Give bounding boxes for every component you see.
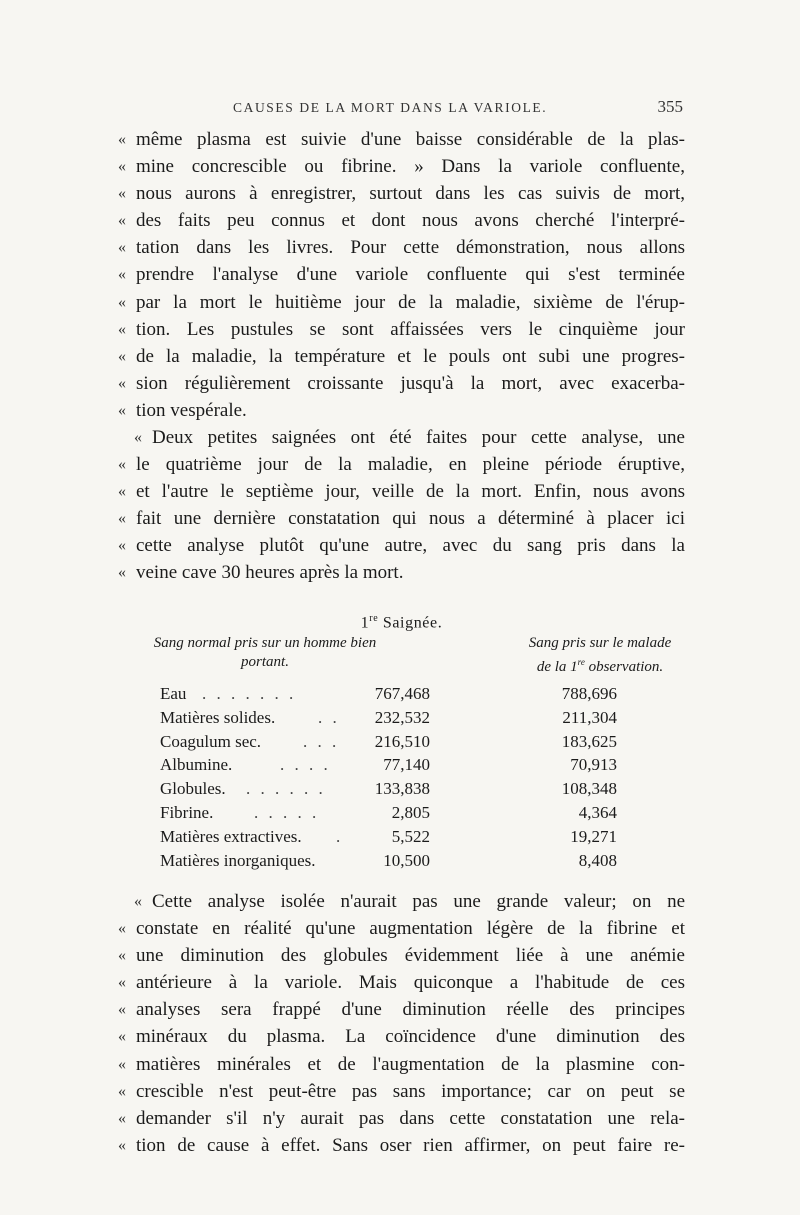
value-malade: 8,408 [578, 850, 617, 870]
quote-mark: « [118, 320, 126, 338]
value-malade: 4,364 [578, 802, 617, 822]
text-line [118, 969, 685, 996]
quote-mark: « [118, 1082, 126, 1100]
text-line [118, 316, 685, 343]
text-line [118, 234, 685, 261]
paragraph-1 [118, 126, 685, 424]
value-malade: 788,696 [561, 684, 617, 703]
quote-mark: « [118, 920, 126, 938]
quote-mark: « [134, 429, 142, 446]
text-line [118, 370, 685, 397]
line-text: fait une dernière constatation qui nous a déterminé à placer ici [136, 508, 685, 530]
running-title: CAUSES DE LA MORT DANS LA VARIOLE. [233, 100, 548, 115]
value-malade: 211,304 [562, 707, 617, 727]
leader-dots: . . . . [280, 755, 331, 775]
line-text: tation dans les livres. Pour cette démonstration, nous allons [136, 237, 685, 259]
value-normal: 10,500 [383, 850, 430, 870]
table-body [118, 682, 685, 872]
table-title-word: Saignée. [378, 614, 443, 632]
text-line [118, 261, 685, 288]
quote-mark: « [118, 974, 126, 992]
column-header-normal [146, 634, 384, 672]
text-line [118, 207, 685, 234]
line-text: mine concrescible ou fibrine. » Dans la variole confluente, [136, 156, 685, 178]
line-text: matières minérales et de l'augmentation de la plasmine con- [136, 1053, 685, 1075]
column-header-malade [510, 634, 690, 677]
quote-mark: « [118, 347, 126, 365]
text-line [118, 505, 685, 532]
quote-mark: « [118, 401, 126, 419]
text-line [118, 996, 685, 1023]
text-line [118, 126, 685, 153]
line-text: antérieure à la variole. Mais quiconque a l'habitude de ces [136, 972, 685, 994]
quote-mark: « [118, 131, 126, 148]
row-label: Fibrine. [160, 802, 214, 822]
quote-mark: « [118, 1001, 126, 1019]
table-row [118, 706, 685, 730]
line-text: une diminution des globules évidemment liée à une anémie [136, 945, 685, 967]
quote-mark: « [134, 893, 142, 910]
line-text: tion. Les pustules se sont affaissées vers le cinquième jour [136, 318, 685, 340]
table-title [118, 606, 685, 632]
quote-mark: « [118, 456, 126, 474]
value-malade: 19,271 [570, 826, 617, 846]
value-normal: 5,522 [391, 826, 430, 846]
line-text: le quatrième jour de la maladie, en pleine période éruptive, [136, 454, 685, 476]
value-normal: 216,510 [374, 731, 430, 751]
quote-mark: « [118, 564, 126, 582]
row-label: Albumine. [160, 755, 233, 775]
text-line [118, 1105, 685, 1132]
value-normal: 133,838 [374, 779, 430, 799]
header-text: de la 1 [536, 659, 578, 675]
quote-mark: « [118, 293, 126, 311]
text-line [118, 397, 685, 424]
quote-mark: « [118, 374, 126, 392]
row-label: Matières solides. [160, 707, 276, 727]
table-row [118, 682, 685, 706]
line-text: crescible n'est peut-être pas sans importance; car on peut se [136, 1080, 685, 1102]
text-line [118, 153, 685, 180]
header-line: portant. [241, 654, 289, 670]
value-malade: 70,913 [570, 755, 617, 775]
table-title-num: 1 [360, 614, 370, 632]
text-line [118, 1051, 685, 1078]
line-text: Deux petites saignées ont été faites pour cette analyse, une [152, 427, 685, 448]
leader-dots: . . . . . . . [202, 684, 297, 703]
quote-mark: « [118, 483, 126, 501]
table-row [118, 849, 685, 873]
leader-dots: . . . . . [254, 802, 320, 822]
table-row [118, 777, 685, 801]
row-label: Coagulum sec. [160, 731, 262, 751]
header-line [510, 653, 690, 677]
header-line: Sang normal pris sur un homme bien [153, 635, 377, 651]
line-text: par la mort le huitième jour de la maladie, sixième de l'érup- [136, 291, 685, 313]
quote-mark: « [118, 266, 126, 284]
quote-mark: « [118, 212, 126, 230]
line-text: demander s'il n'y aurait pas dans cette constatation une rela- [136, 1107, 685, 1129]
table-title-sup: re [369, 613, 379, 624]
text-line [118, 942, 685, 969]
quote-mark: « [118, 239, 126, 257]
leader-dots: . . [318, 707, 340, 727]
row-label: Globules. [160, 779, 226, 799]
line-text: analyses sera frappé d'une diminution réelle des principes [136, 999, 685, 1021]
line-text: minéraux du plasma. La coïncidence d'une diminution des [136, 1026, 685, 1048]
text-line [118, 1023, 685, 1050]
line-text: et l'autre le septième jour, veille de la mort. Enfin, nous avons [136, 481, 685, 503]
header-sup: re [577, 657, 585, 667]
line-text: des faits peu connus et dont nous avons cherché l'interpré- [136, 210, 685, 232]
text-line [118, 289, 685, 316]
line-text: sion régulièrement croissante jusqu'à la mort, avec exacerba- [136, 372, 685, 394]
quote-mark: « [118, 1136, 126, 1154]
table-headers [118, 632, 685, 676]
quote-mark: « [118, 158, 126, 176]
line-text: veine cave 30 heures après la mort. [136, 562, 404, 584]
table-row [118, 730, 685, 754]
text-line [118, 424, 685, 451]
text-line [118, 180, 685, 207]
row-label: Matières inorganiques. [160, 850, 316, 870]
text-line [118, 915, 685, 942]
text-line [118, 888, 685, 915]
value-normal: 2,805 [391, 802, 430, 822]
quote-mark: « [118, 1028, 126, 1046]
line-text: prendre l'analyse d'une variole confluente qui s'est terminée [136, 264, 685, 286]
line-text: tion vespérale. [136, 399, 247, 421]
paragraph-3 [118, 888, 685, 1159]
header-text: observation. [584, 659, 664, 675]
table-row [118, 753, 685, 777]
line-text: constate en réalité qu'une augmentation légère de la fibrine et [136, 918, 685, 940]
line-text: Cette analyse isolée n'aurait pas une grande valeur; on ne [152, 891, 685, 912]
text-line [118, 1132, 685, 1159]
table-row [118, 825, 685, 849]
line-text: même plasma est suivie d'une baisse considérable de la plas- [136, 129, 685, 150]
text-line [118, 478, 685, 505]
value-normal: 232,532 [374, 707, 430, 727]
page-number: 355 [657, 97, 683, 116]
value-malade: 108,348 [561, 779, 617, 799]
paragraph-2 [118, 424, 685, 587]
row-label: Eau [160, 684, 187, 703]
header-line: Sang pris sur le malade [528, 635, 672, 651]
running-head [118, 97, 683, 122]
text-line [118, 559, 685, 586]
row-label: Matières extractives. [160, 826, 302, 846]
line-text: tion de cause à effet. Sans oser rien affirmer, on peut faire re- [136, 1134, 685, 1156]
quote-mark: « [118, 1055, 126, 1073]
line-text: nous aurons à enregistrer, surtout dans les cas suivis de mort, [136, 183, 685, 205]
text-line [118, 1078, 685, 1105]
text-line [118, 532, 685, 559]
saignee-table [118, 606, 685, 870]
value-normal: 77,140 [383, 755, 430, 775]
value-normal: 767,468 [374, 684, 430, 703]
quote-mark: « [118, 510, 126, 528]
value-malade: 183,625 [561, 731, 617, 751]
leader-dots: . [336, 826, 344, 846]
text-line [118, 343, 685, 370]
leader-dots: . . . [303, 731, 340, 751]
quote-mark: « [118, 537, 126, 555]
line-text: de la maladie, la température et le pouls ont subi une progres- [136, 345, 685, 367]
table-row [118, 801, 685, 825]
quote-mark: « [118, 947, 126, 965]
text-line [118, 451, 685, 478]
quote-mark: « [118, 185, 126, 203]
line-text: cette analyse plutôt qu'une autre, avec du sang pris dans la [136, 535, 685, 557]
quote-mark: « [118, 1109, 126, 1127]
leader-dots: . . . . . . [246, 779, 326, 799]
